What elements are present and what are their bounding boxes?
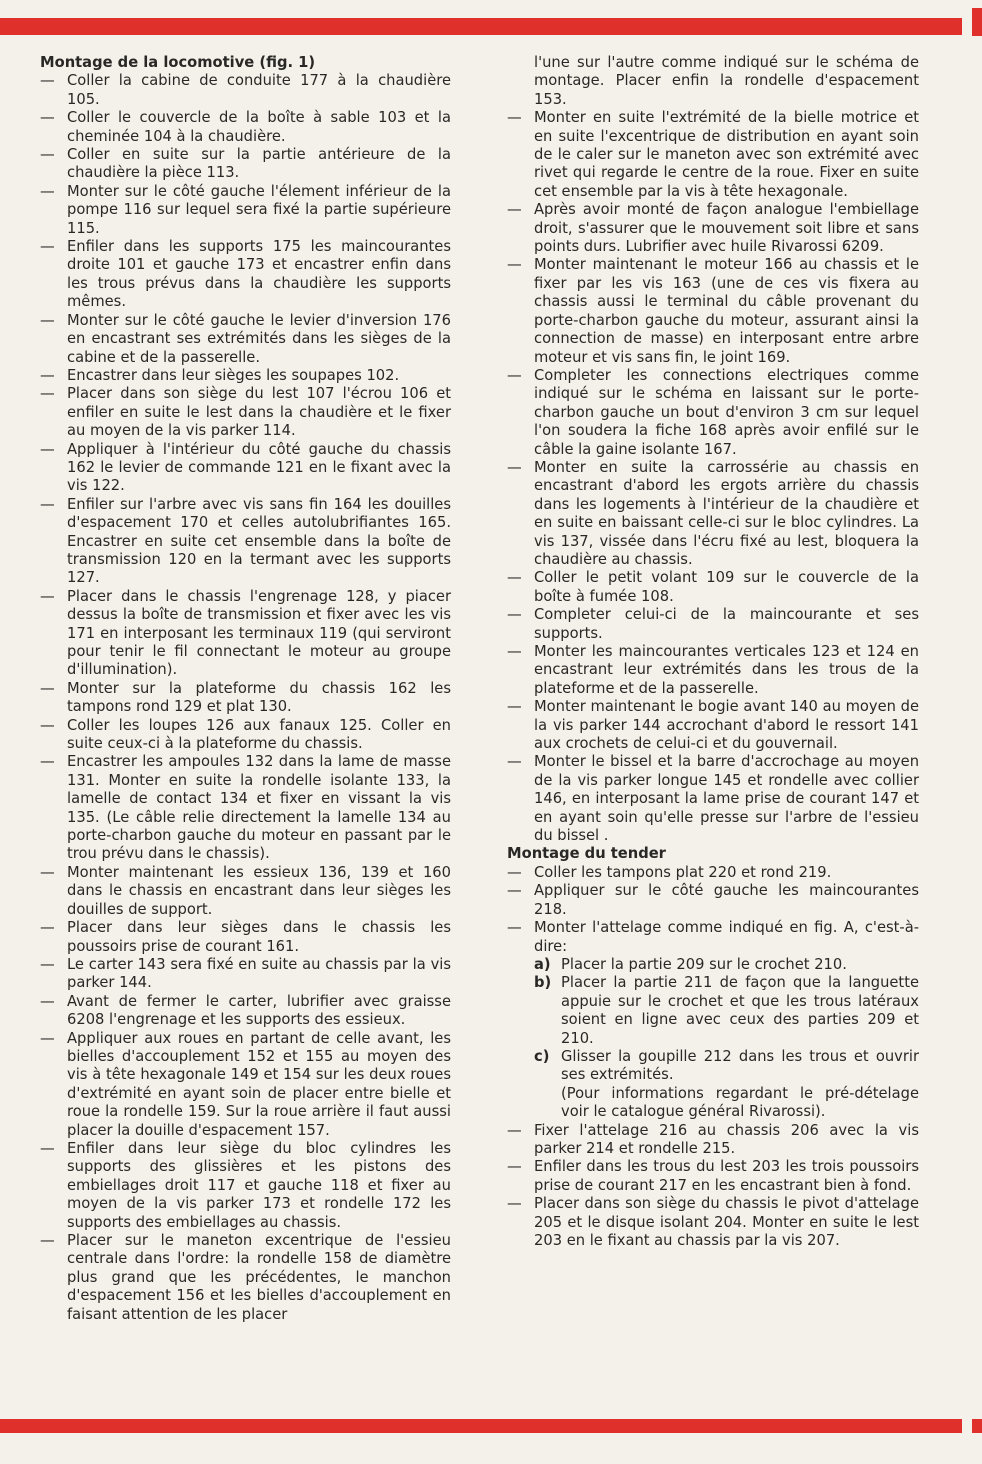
- list-item: — Fixer l'attelage 216 au chassis 206 avec la vis parker 214 et rondelle 215.: [507, 1122, 919, 1159]
- list-item: — Coller la cabine de conduite 177 à la chaudière 105.: [40, 72, 451, 109]
- sub-item-text: Placer la partie 211 de façon que la languette appuie sur le crochet et que les trous latéraux soient en ligne avec ceux des parties 209 et 210.: [561, 974, 919, 1047]
- bottom-edge-mark: [972, 1419, 982, 1433]
- list-item: — Placer dans le chassis l'engrenage 128, y piacer dessus la boîte de transmission et fixer avec les vis 171 en interposant les terminaux 119 (qui serviront pour tenir le fil connectant le moteur au groupe d'illumination).: [40, 588, 451, 680]
- tender-steps: [507, 864, 919, 956]
- list-item: — Coller en suite sur la partie antérieure de la chaudière la pièce 113.: [40, 146, 451, 183]
- top-edge-mark: [972, 8, 982, 36]
- list-item: — Appliquer à l'intérieur du côté gauche du chassis 162 le levier de commande 121 en le fixant avec la vis 122.: [40, 441, 451, 496]
- list-item: — Monter en suite l'extrémité de la bielle motrice et en suite l'excentrique de distribution en ayant soin de le caler sur le maneton avec son extrémité avec rivet qui regarde le centre de la roue. Fixer en suite cet ensemble par la vis à tête hexagonale.: [507, 109, 919, 201]
- list-item: — Placer dans son siège du chassis le pivot d'attelage 205 et le disque isolant 204. Monter en suite le lest 203 en le fixant au chassis par la vis 207.: [507, 1195, 919, 1250]
- list-item: — Monter sur le côté gauche l'élement inférieur de la pompe 116 sur lequel sera fixé la partie supérieure 115.: [40, 183, 451, 238]
- sub-item-marker: b): [534, 974, 552, 992]
- list-item: — Coller le petit volant 109 sur le couvercle de la boîte à fumée 108.: [507, 569, 919, 606]
- locomotive-steps: [40, 72, 451, 1324]
- list-item: — Monter les maincourantes verticales 123 et 124 en encastrant leur extrémités dans les trous de la plateforme et de la passerelle.: [507, 643, 919, 698]
- sub-list-item: [507, 1048, 919, 1085]
- sub-item-marker: a): [534, 955, 551, 973]
- list-item: — Appliquer sur le côté gauche les maincourantes 218.: [507, 882, 919, 919]
- list-item: — Encastrer dans leur sièges les soupapes 102.: [40, 367, 451, 385]
- locomotive-steps-continued: [507, 109, 919, 845]
- sub-item-text: Glisser la goupille 212 dans les trous et ouvrir ses extrémités.: [561, 1047, 919, 1084]
- list-item: — Avant de fermer le carter, lubrifier avec graisse 6208 l'engrenage et les supports des essieux.: [40, 993, 451, 1030]
- list-item: — Monter maintenant le moteur 166 au chassis et le fixer par les vis 163 (une de ces vis fixera au chassis aussi le terminal du câble provenant du porte-charbon gauche du moteur, assurant ainsi la connection de masse) en interposant entre arbre moteur et vis sans fin, le joint 169.: [507, 256, 919, 366]
- list-item: — Après avoir monté de façon analogue l'embiellage droit, s'assurer que le mouvement soit libre et sans points durs. Lubrifier avec huile Rivarossi 6209.: [507, 201, 919, 256]
- continuation-paragraph: l'une sur l'autre comme indiqué sur le schéma de montage. Placer enfin la rondelle d'espacement 153.: [534, 54, 919, 108]
- sub-list-item: [507, 956, 919, 974]
- tender-steps-continued: [507, 1122, 919, 1251]
- list-item: — Coller les tampons plat 220 et rond 219.: [507, 864, 919, 882]
- list-item: — Enfiler dans les trous du lest 203 les trois poussoirs prise de courant 217 en les encastrant bien à fond.: [507, 1158, 919, 1195]
- list-item: — Coller le couvercle de la boîte à sable 103 et la cheminée 104 à la chaudière.: [40, 109, 451, 146]
- list-item: — Monter le bissel et la barre d'accrochage au moyen de la vis parker longue 145 et rondelle avec collier 146, en interposant la lame prise de courant 147 et en ayant soin qu'elle presse sur l'arbre de l'essieu du bissel .: [507, 753, 919, 845]
- list-item: — Encastrer les ampoules 132 dans la lame de masse 131. Monter en suite la rondelle isolante 133, la lamelle de contact 134 et fixer en vissant la vis 135. (Le câble relie directement la lamelle 134 au porte-charbon gauche du moteur en passant par le trou prévu dans le chassis).: [40, 753, 451, 863]
- list-item: — Placer dans son siège du lest 107 l'écrou 106 et enfiler en suite le lest dans la chaudière et le fixer au moyen de la vis parker 114.: [40, 385, 451, 440]
- pre-uncoupling-note: (Pour informations regardant le pré-dételage voir le catalogue général Rivarossi).: [561, 1084, 919, 1121]
- sub-item-marker: c): [534, 1047, 550, 1065]
- list-item: — Monter maintenant le bogie avant 140 au moyen de la vis parker 144 accrochant d'abord le ressort 141 aux crochets de celui-ci et du gouvernail.: [507, 698, 919, 753]
- list-item: — Completer les connections electriques comme indiqué sur le schéma en laissant sur le porte-charbon gauche un bout d'environ 3 cm sur lequel l'on soudera la fiche 168 après avoir enfilé sur le câble la gaine isolante 167.: [507, 367, 919, 459]
- left-column: [40, 54, 451, 1324]
- list-item: — Monter maintenant les essieux 136, 139 et 160 dans le chassis en encastrant dans leur sièges les douilles de support.: [40, 864, 451, 919]
- list-item: — Appliquer aux roues en partant de celle avant, les bielles d'accouplement 152 et 155 au moyen des vis à tête hexagonale 149 et 154 sur les deux roues d'extrémité en ayant soin de placer entre bielle et roue la rondelle 159. Sur la roue arrière il faut aussi placer la douille d'espacement 157.: [40, 1030, 451, 1140]
- locomotive-heading: Montage de la locomotive (fig. 1): [40, 54, 316, 71]
- list-item: — Monter sur la plateforme du chassis 162 les tampons rond 129 et plat 130.: [40, 680, 451, 717]
- list-item: — Completer celui-ci de la maincourante et ses supports.: [507, 606, 919, 643]
- right-column: [507, 54, 919, 1250]
- list-item: — Le carter 143 sera fixé en suite au chassis par la vis parker 144.: [40, 956, 451, 993]
- list-item: — Monter en suite la carrossérie au chassis en encastrant d'abord les ergots arrière du chassis dans les logements à l'intérieur de la chaudière et en suite en baissant celle-ci sur le bloc cylindres. La vis 137, vissée dans l'écru fixé au lest, bloquera la chaudière au chassis.: [507, 459, 919, 569]
- bottom-red-band: [0, 1419, 962, 1433]
- list-item: — Placer dans leur sièges dans le chassis les poussoirs prise de courant 161.: [40, 919, 451, 956]
- top-red-band: [0, 18, 962, 35]
- list-item: — Placer sur le maneton excentrique de l'essieu centrale dans l'ordre: la rondelle 158 de diamètre plus grand que les précédentes, le manchon d'espacement 156 et les bielles d'accouplement en faisant attention de les placer: [40, 1232, 451, 1324]
- list-item: — Enfiler sur l'arbre avec vis sans fin 164 les douilles d'espacement 170 et celles autolubrifiantes 165. Encastrer en suite cet ensemble dans la boîte de transmission 120 en la termant avec les supports 127.: [40, 496, 451, 588]
- sub-list-item: [507, 974, 919, 1048]
- list-item: — Enfiler dans les supports 175 les maincourantes droite 101 et gauche 173 et encastrer enfin dans les trous prévus dans la chaudière les supports mêmes.: [40, 238, 451, 312]
- coupling-substeps: [507, 956, 919, 1085]
- list-item: — Monter l'attelage comme indiqué en fig. A, c'est-à-dire:: [507, 919, 919, 956]
- sub-item-text: Placer la partie 209 sur le crochet 210.: [561, 955, 847, 973]
- list-item: — Enfiler dans leur siège du bloc cylindres les supports des glissières et les pistons des embiellages droit 117 et gauche 118 et fixer au moyen de la vis parker 173 et rondelle 172 les supports des embiellages au chassis.: [40, 1140, 451, 1232]
- list-item: — Coller les loupes 126 aux fanaux 125. Coller en suite ceux-ci à la plateforme du chassis.: [40, 717, 451, 754]
- tender-heading: Montage du tender: [507, 845, 666, 863]
- list-item: — Monter sur le côté gauche le levier d'inversion 176 en encastrant ses extrémités dans les sièges de la cabine et de la passerelle.: [40, 312, 451, 367]
